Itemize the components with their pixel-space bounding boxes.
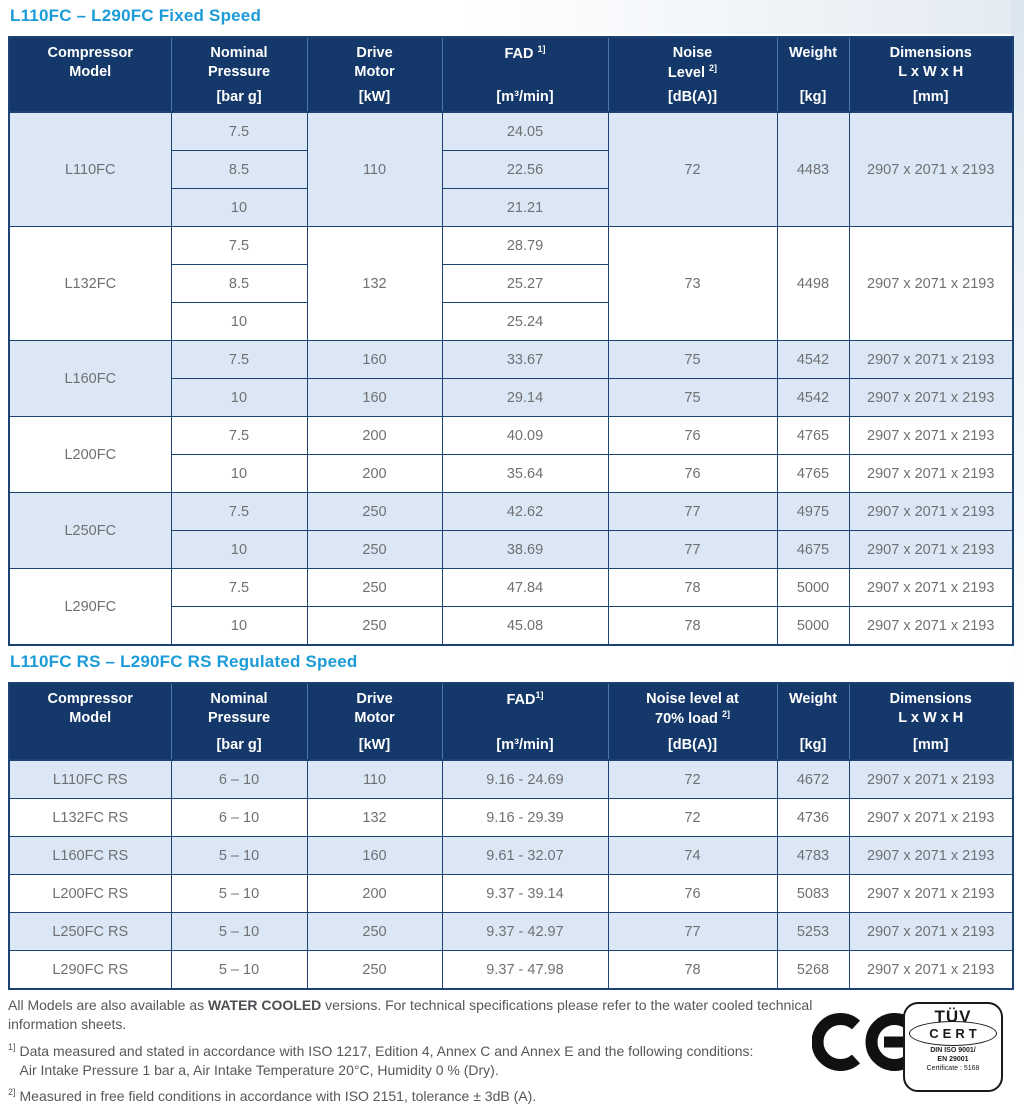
col-header-pressure: Nominal Pressure [bar g] [171, 37, 307, 112]
ce-mark-icon [812, 1012, 916, 1076]
motor-cell: 250 [307, 951, 442, 990]
model-cell: L110FC RS [9, 760, 171, 799]
motor-cell: 160 [307, 379, 442, 417]
model-cell: L132FC RS [9, 799, 171, 837]
regulated-speed-title: L110FC RS – L290FC RS Regulated Speed [10, 652, 358, 671]
model-cell: L250FC [9, 493, 171, 569]
weight-cell: 5000 [777, 569, 849, 607]
pressure-cell: 5 – 10 [171, 837, 307, 875]
model-cell: L132FC [9, 227, 171, 341]
weight-cell: 4736 [777, 799, 849, 837]
footnote-1: 1] Data measured and stated in accordance with ISO 1217, Edition 4, Annex C and Annex E and the following conditions: Air Intake Pressure 1 bar a, Air Intake Temperature 20°C, Humidity 0 % (Dry). [8, 1041, 754, 1078]
noise-cell: 76 [608, 455, 777, 493]
col-header-pressure: Nominal Pressure [bar g] [171, 683, 307, 760]
footnote-2-marker: 2] [8, 1087, 16, 1098]
dims-cell: 2907 x 2071 x 2193 [849, 341, 1013, 379]
pressure-cell: 7.5 [171, 417, 307, 455]
table-row [9, 493, 1013, 531]
dims-cell: 2907 x 2071 x 2193 [849, 799, 1013, 837]
fad-cell: 40.09 [442, 417, 608, 455]
table-row [9, 341, 1013, 379]
model-cell: L250FC RS [9, 913, 171, 951]
motor-cell: 132 [307, 799, 442, 837]
pressure-cell: 5 – 10 [171, 913, 307, 951]
noise-cell: 77 [608, 493, 777, 531]
weight-cell: 4672 [777, 760, 849, 799]
model-cell: L200FC RS [9, 875, 171, 913]
col-header-dims: Dimensions L x W x H [mm] [849, 37, 1013, 112]
dims-cell: 2907 x 2071 x 2193 [849, 569, 1013, 607]
pressure-cell: 10 [171, 607, 307, 646]
motor-cell: 110 [307, 760, 442, 799]
dims-cell: 2907 x 2071 x 2193 [849, 227, 1013, 341]
header-row [9, 683, 1013, 760]
fixed-speed-table [8, 36, 1014, 646]
motor-cell: 132 [307, 227, 442, 341]
fad-cell: 9.16 - 24.69 [442, 760, 608, 799]
pressure-cell: 10 [171, 303, 307, 341]
pressure-cell: 10 [171, 189, 307, 227]
motor-cell: 160 [307, 837, 442, 875]
weight-cell: 5253 [777, 913, 849, 951]
fixed-speed-title: L110FC – L290FC Fixed Speed [10, 6, 262, 25]
table-row [9, 913, 1013, 951]
weight-cell: 5000 [777, 607, 849, 646]
col-header-dims: Dimensions L x W x H [mm] [849, 683, 1013, 760]
tuv-certificate-number: Certificate : 5168 [926, 1064, 980, 1072]
fad-cell: 24.05 [442, 112, 608, 151]
col-header-noise: Noise Level $^{2]}$ [dB(A)] [608, 37, 777, 112]
col-header-motor: Drive Motor [kW] [307, 37, 442, 112]
pressure-cell: 8.5 [171, 265, 307, 303]
tuv-cert-ellipse: CERT [909, 1021, 997, 1046]
dims-cell: 2907 x 2071 x 2193 [849, 417, 1013, 455]
weight-cell: 4483 [777, 112, 849, 227]
noise-cell: 74 [608, 837, 777, 875]
fad-cell: 9.37 - 47.98 [442, 951, 608, 990]
col-header-model: Compressor Model [9, 37, 171, 112]
pressure-cell: 5 – 10 [171, 951, 307, 990]
dims-cell: 2907 x 2071 x 2193 [849, 913, 1013, 951]
noise-cell: 77 [608, 913, 777, 951]
noise-cell: 77 [608, 531, 777, 569]
fad-cell: 21.21 [442, 189, 608, 227]
table-row [9, 799, 1013, 837]
pressure-cell: 8.5 [171, 151, 307, 189]
fad-cell: 35.64 [442, 455, 608, 493]
motor-cell: 250 [307, 493, 442, 531]
dims-cell: 2907 x 2071 x 2193 [849, 837, 1013, 875]
pressure-cell: 7.5 [171, 569, 307, 607]
fad-cell: 9.37 - 42.97 [442, 913, 608, 951]
weight-cell: 5083 [777, 875, 849, 913]
noise-cell: 72 [608, 760, 777, 799]
weight-cell: 4542 [777, 379, 849, 417]
motor-cell: 250 [307, 531, 442, 569]
dims-cell: 2907 x 2071 x 2193 [849, 875, 1013, 913]
fad-cell: 25.24 [442, 303, 608, 341]
noise-cell: 76 [608, 875, 777, 913]
pressure-cell: 7.5 [171, 227, 307, 265]
regulated-speed-table [8, 682, 1014, 990]
motor-cell: 250 [307, 569, 442, 607]
col-header-weight: Weight [kg] [777, 37, 849, 112]
model-cell: L160FC RS [9, 837, 171, 875]
table-row [9, 112, 1013, 151]
fad-cell: 47.84 [442, 569, 608, 607]
fad-cell: 29.14 [442, 379, 608, 417]
noise-cell: 78 [608, 569, 777, 607]
dims-cell: 2907 x 2071 x 2193 [849, 493, 1013, 531]
model-cell: L160FC [9, 341, 171, 417]
pressure-cell: 6 – 10 [171, 760, 307, 799]
col-header-motor: Drive Motor [kW] [307, 683, 442, 760]
dims-cell: 2907 x 2071 x 2193 [849, 455, 1013, 493]
noise-cell: 78 [608, 607, 777, 646]
noise-cell: 76 [608, 417, 777, 455]
table-row [9, 760, 1013, 799]
pressure-cell: 7.5 [171, 112, 307, 151]
noise-cell: 75 [608, 379, 777, 417]
motor-cell: 200 [307, 875, 442, 913]
pressure-cell: 7.5 [171, 341, 307, 379]
noise-cell: 72 [608, 799, 777, 837]
table-row [9, 569, 1013, 607]
model-cell: L290FC [9, 569, 171, 646]
col-header-weight: Weight [kg] [777, 683, 849, 760]
footnotes [8, 996, 820, 1107]
pressure-cell: 10 [171, 455, 307, 493]
noise-cell: 72 [608, 112, 777, 227]
noise-cell: 78 [608, 951, 777, 990]
table-row [9, 951, 1013, 990]
pressure-cell: 10 [171, 531, 307, 569]
fad-cell: 9.37 - 39.14 [442, 875, 608, 913]
tuv-word: TÜV [934, 1007, 972, 1026]
dims-cell: 2907 x 2071 x 2193 [849, 607, 1013, 646]
fad-cell: 28.79 [442, 227, 608, 265]
col-header-noise: Noise level at 70% load $^{2]}$ [dB(A)] [608, 683, 777, 760]
motor-cell: 160 [307, 341, 442, 379]
weight-cell: 4783 [777, 837, 849, 875]
col-header-fad: $FAD^{1]}$ [m³/min] [442, 683, 608, 760]
model-cell: L110FC [9, 112, 171, 227]
tuv-standard-line1: DIN ISO 9001/ [930, 1047, 976, 1054]
scan-tint-top [464, 0, 1024, 34]
footnote-2: 2] Measured in free field conditions in accordance with ISO 2151, tolerance ± 3dB (A). [8, 1087, 537, 1105]
weight-cell: 4765 [777, 417, 849, 455]
fad-cell: 38.69 [442, 531, 608, 569]
table-row [9, 837, 1013, 875]
pressure-cell: 6 – 10 [171, 799, 307, 837]
col-header-model: Compressor Model [9, 683, 171, 760]
weight-cell: 4975 [777, 493, 849, 531]
weight-cell: 4765 [777, 455, 849, 493]
weight-cell: 4542 [777, 341, 849, 379]
noise-cell: 75 [608, 341, 777, 379]
fad-cell: 9.16 - 29.39 [442, 799, 608, 837]
model-cell: L200FC [9, 417, 171, 493]
table-row [9, 227, 1013, 265]
noise-cell: 73 [608, 227, 777, 341]
table-row [9, 875, 1013, 913]
dims-cell: 2907 x 2071 x 2193 [849, 760, 1013, 799]
dims-cell: 2907 x 2071 x 2193 [849, 112, 1013, 227]
model-cell: L290FC RS [9, 951, 171, 990]
header-row [9, 37, 1013, 112]
dims-cell: 2907 x 2071 x 2193 [849, 379, 1013, 417]
fad-cell: 45.08 [442, 607, 608, 646]
motor-cell: 250 [307, 607, 442, 646]
footnote-1-marker: 1] [8, 1041, 16, 1052]
motor-cell: 200 [307, 455, 442, 493]
pressure-cell: 10 [171, 379, 307, 417]
fad-cell: 9.61 - 32.07 [442, 837, 608, 875]
tuv-cert-badge-icon [903, 1002, 1003, 1092]
fad-cell: 42.62 [442, 493, 608, 531]
weight-cell: 4498 [777, 227, 849, 341]
table-row [9, 417, 1013, 455]
motor-cell: 110 [307, 112, 442, 227]
dims-cell: 2907 x 2071 x 2193 [849, 951, 1013, 990]
tuv-standard-line2: EN 29001 [937, 1055, 969, 1063]
fad-cell: 33.67 [442, 341, 608, 379]
water-cooled-note: All Models are also available as WATER COOLED versions. For technical specifications please refer to the water cooled technical information sheets. [8, 997, 813, 1033]
fad-cell: 25.27 [442, 265, 608, 303]
motor-cell: 200 [307, 417, 442, 455]
fad-cell: 22.56 [442, 151, 608, 189]
dims-cell: 2907 x 2071 x 2193 [849, 531, 1013, 569]
pressure-cell: 7.5 [171, 493, 307, 531]
pressure-cell: 5 – 10 [171, 875, 307, 913]
col-header-fad: FAD $^{1]}$ [m³/min] [442, 37, 608, 112]
weight-cell: 5268 [777, 951, 849, 990]
motor-cell: 250 [307, 913, 442, 951]
weight-cell: 4675 [777, 531, 849, 569]
